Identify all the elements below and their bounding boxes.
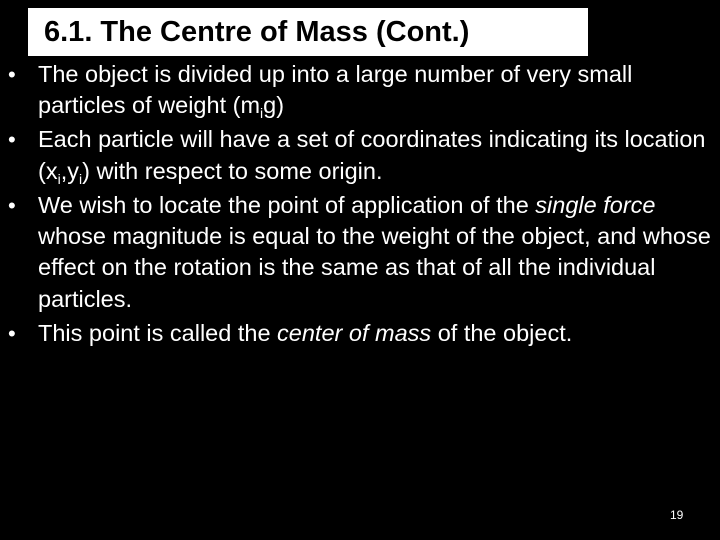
bullet-dot-icon: • [8, 127, 16, 153]
emphasis-text: single force [535, 191, 656, 218]
subscript: i [78, 170, 83, 187]
bullet-text: This point is called the [38, 319, 278, 346]
bullet-dot-icon: • [8, 320, 16, 346]
bullet-text: ,y [60, 157, 79, 184]
bullet-text: Each particle will have a set of coordinates indicating its location (x [38, 126, 706, 184]
slide-title: 6.1. The Centre of Mass (Cont.) [44, 16, 470, 48]
bullet-dot-icon: • [8, 192, 16, 218]
bullet-item [8, 190, 720, 316]
page-number: 19 [670, 508, 684, 522]
bullet-item [8, 124, 720, 187]
bullet-text: The object is divided up into a large number of very small particles of weight (m [38, 61, 633, 119]
bullet-text: We wish to locate the point of application of the [38, 191, 536, 218]
bullet-text: of the object. [431, 319, 573, 346]
bullet-item [8, 59, 720, 122]
subscript: i [57, 170, 61, 187]
emphasis-text: center of mass [277, 319, 432, 346]
bullet-text: g) [263, 92, 285, 119]
bullet-list [8, 59, 720, 352]
bullet-item [8, 318, 720, 349]
bullet-text: whose magnitude is equal to the weight of the object, and whose effect on the rotation is the same as that of all the individual particles. [38, 223, 711, 312]
bullet-dot-icon: • [8, 62, 16, 87]
bullet-text: ) with respect to some origin. [82, 157, 383, 184]
subscript: i [260, 105, 264, 122]
